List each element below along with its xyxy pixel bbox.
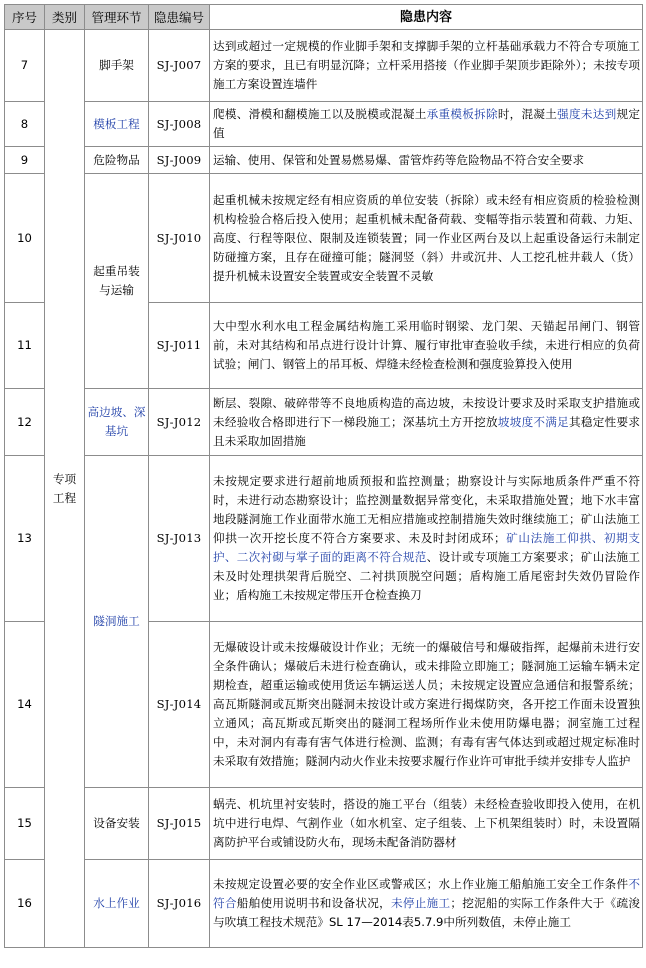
content-part: 未按规定要求进行超前地质预报和监控测量；勘察设计与实际地质条件严重不符时，未进行动态勘察设计；监控测量数据异常变化，未采取措施处置；地下水丰富地段隧洞施工作业面带水施工无相应措施或控制措施失效时继续施工；矿山法施工仰拱一次开挖长度不符合方案要求、未及时封闭成环； <box>213 474 640 545</box>
content-highlight: 承重模板拆除 <box>426 107 498 121</box>
hazard-table <box>4 4 643 948</box>
hazard-content <box>210 456 643 622</box>
content-part: 未按规定设置必要的安全作业区或警戒区；水上作业施工船舶施工安全工作条件 <box>213 877 629 891</box>
section-cell-lifting <box>85 174 149 389</box>
hazard-content <box>210 389 643 456</box>
content-part: 规定值 <box>213 107 640 140</box>
content-part: ；挖泥船的实际工作条件大于《疏浚与吹填工程技术规范》SL 17—2014表5.7.9中所列数值，未停止施工 <box>213 896 640 929</box>
section-cell: 危险物品 <box>85 147 149 174</box>
content-part: 其稳定性要求且未采取加固措施 <box>213 414 640 448</box>
hazard-code: SJ-J009 <box>149 147 210 174</box>
content-part: 时，混凝土 <box>497 107 558 121</box>
section-cell <box>85 389 149 456</box>
row-number: 12 <box>5 389 45 456</box>
content-highlight: 未停止施工 <box>391 896 451 910</box>
section-cell: 模板工程 <box>85 102 149 147</box>
row-number: 14 <box>5 622 45 788</box>
header-category: 类别 <box>45 5 85 30</box>
hazard-code: SJ-J015 <box>149 788 210 860</box>
row-number: 8 <box>5 102 45 147</box>
content-part: 断层、裂隙、破碎带等不良地质构造的高边坡，未按设计要求及时采取支护措施或未经验收合格即进行下一梯段施工；深基坑土方开挖放 <box>213 395 640 429</box>
row-number: 10 <box>5 174 45 303</box>
hazard-content: 蜗壳、机坑里衬安装时，搭设的施工平台（组装）未经检查验收即投入使用，在机坑中进行电焊、气割作业（如水机室、定子组装、上下机架组装时）时，未设置隔离防护平台或铺设防火布，现场未配备消防器材 <box>210 788 643 860</box>
header-section: 管理环节 <box>85 5 149 30</box>
category-label: 专项工程 <box>52 471 77 505</box>
header-code: 隐患编号 <box>149 5 210 30</box>
content-highlight: 坡坡度不满足 <box>497 414 570 429</box>
section-cell: 设备安装 <box>85 788 149 860</box>
content-part: 船舶使用说明书和设备状况， <box>236 896 392 910</box>
table-row <box>5 788 643 860</box>
table-row <box>5 860 643 948</box>
row-number: 11 <box>5 303 45 389</box>
table-row <box>5 389 643 456</box>
section-label: 起重吊装与运输 <box>93 264 140 297</box>
header-content: 隐患内容 <box>210 5 643 30</box>
content-highlight: 矿山法施工仰拱、初期支护、二次衬砌与掌子面的距离不符合规范 <box>213 531 640 564</box>
table-row <box>5 30 643 102</box>
category-cell <box>45 30 85 948</box>
hazard-code: SJ-J011 <box>149 303 210 389</box>
section-cell: 水上作业 <box>85 860 149 948</box>
hazard-content: 运输、使用、保管和处置易燃易爆、雷管炸药等危险物品不符合安全要求 <box>210 147 643 174</box>
header-row <box>5 5 643 30</box>
hazard-content: 大中型水利水电工程金属结构施工采用临时钢梁、龙门架、天锚起吊闸门、钢管前，未对其结构和吊点进行设计计算、履行审批审查验收手续，未进行相应的负荷试验；闸门、钢管上的吊耳板、焊缝未经检查检测和强度验算投入使用 <box>210 303 643 389</box>
section-label: 高边坡、深基坑 <box>87 405 146 438</box>
row-number: 13 <box>5 456 45 622</box>
section-cell: 脚手架 <box>85 30 149 102</box>
content-highlight: 不符合 <box>213 877 640 910</box>
hazard-code: SJ-J014 <box>149 622 210 788</box>
content-part: 爬模、滑模和翻模施工以及脱模或混凝土 <box>213 107 427 121</box>
hazard-content <box>210 102 643 147</box>
hazard-content: 无爆破设计或未按爆破设计作业；无统一的爆破信号和爆破指挥，起爆前未进行安全条件确认；爆破后未进行检查确认，或未排险立即施工；隧洞施工运输车辆未定期检查，超重运输或使用货运车辆运送人员；未按规定设置应急通信和报警系统；高瓦斯隧洞或瓦斯突出隧洞未按设计或方案进行揭煤防突，各开挖工作面未设置独立通风；高瓦斯或瓦斯突出的隧洞工程场所作业未使用防爆电器；洞室施工过程中，未对洞内有毒有害气体进行检测、监测；有毒有害气体达到或超过规定标准时未采取有效措施；隧洞内动火作业未按要求履行作业许可审批手续并安排专人监护 <box>210 622 643 788</box>
row-number: 16 <box>5 860 45 948</box>
hazard-code: SJ-J012 <box>149 389 210 456</box>
table-row <box>5 147 643 174</box>
hazard-content: 起重机械未按规定经有相应资质的单位安装（拆除）或未经有相应资质的检验检测机构检验合格后投入使用；起重机械未配备荷载、变幅等指示装置和荷载、力矩、高度、行程等限位、限制及连锁装置；同一作业区两台及以上起重设备运行未制定防碰撞方案，且存在碰撞可能；隧洞竖（斜）井或沉井、人工挖孔桩井载人（货）提升机械未设置安全装置或安全装置不灵敏 <box>210 174 643 303</box>
hazard-code: SJ-J016 <box>149 860 210 948</box>
hazard-content: 达到或超过一定规模的作业脚手架和支撑脚手架的立杆基础承载力不符合专项施工方案的要求，且已有明显沉降；立杆采用搭接（作业脚手架顶步距除外）；未按专项施工方案设置连墙件 <box>210 30 643 102</box>
table-row <box>5 102 643 147</box>
content-highlight: 强度未达到 <box>557 107 617 121</box>
section-cell-tunnel: 隧洞施工 <box>85 456 149 788</box>
table-row <box>5 174 643 303</box>
hazard-content <box>210 860 643 948</box>
hazard-code: SJ-J008 <box>149 102 210 147</box>
hazard-code: SJ-J010 <box>149 174 210 303</box>
row-number: 15 <box>5 788 45 860</box>
table-row <box>5 456 643 622</box>
header-no: 序号 <box>5 5 45 30</box>
row-number: 7 <box>5 30 45 102</box>
row-number: 9 <box>5 147 45 174</box>
content-part: 、设计或专项施工方案要求；矿山法施工未及时处理拱架背后脱空、二衬拱顶脱空问题；盾构施工盾尾密封失效仍冒险作业；盾构施工未按规定带压开仓检查换刀 <box>213 550 640 602</box>
hazard-code: SJ-J013 <box>149 456 210 622</box>
hazard-code: SJ-J007 <box>149 30 210 102</box>
